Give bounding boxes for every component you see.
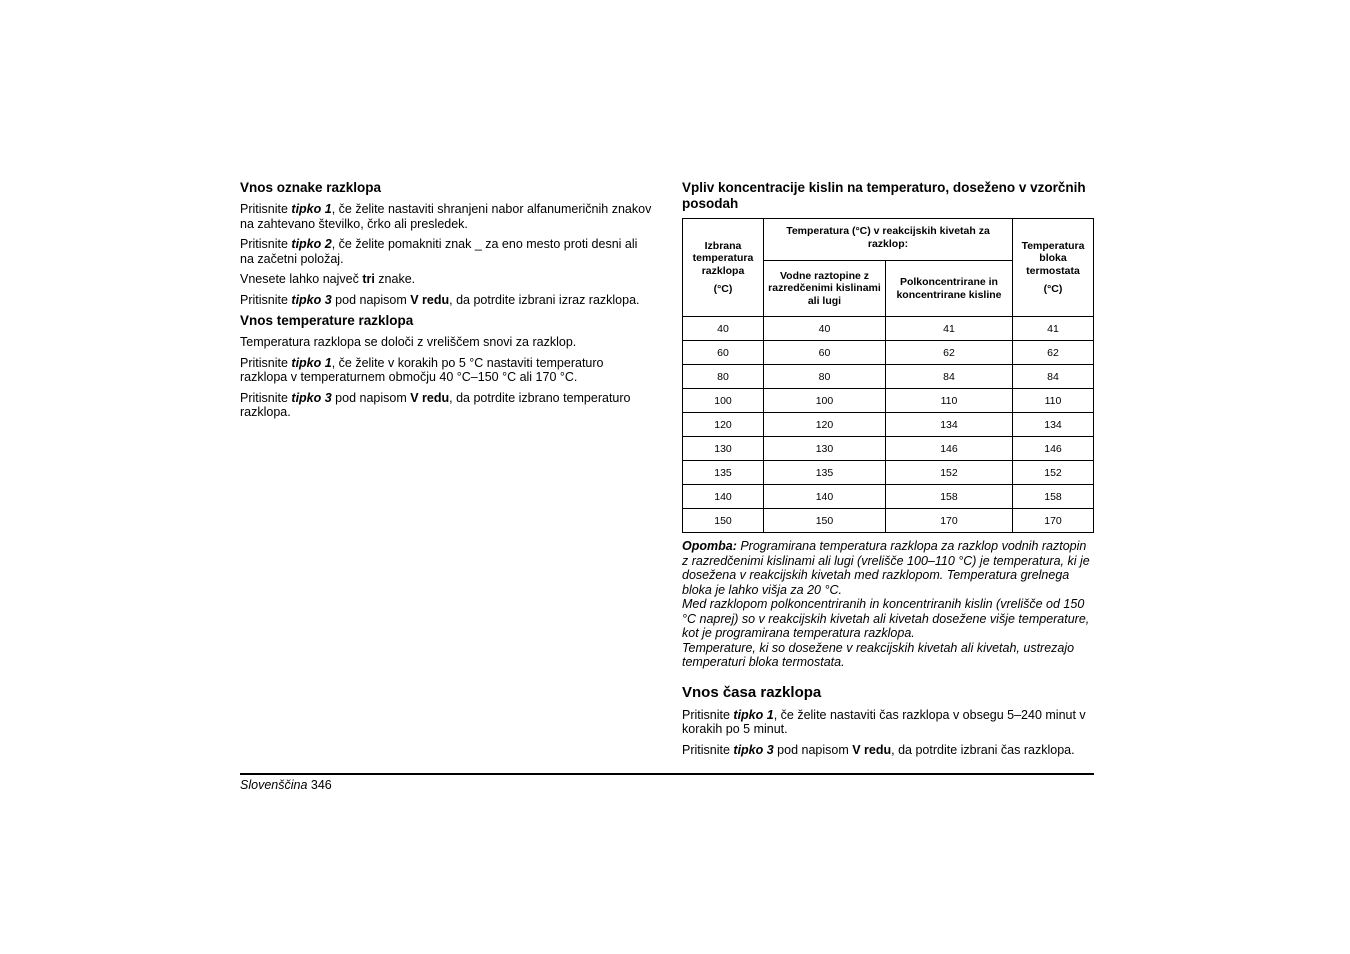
- table-row: [683, 317, 1094, 341]
- table-cell: 152: [885, 461, 1012, 485]
- table-row: [683, 485, 1094, 509]
- footer-rule: [240, 773, 1094, 775]
- text: , če želite pomakniti znak _ za eno mesto proti desni ali na začetni položaj.: [240, 237, 638, 266]
- table-cell: 130: [764, 437, 886, 461]
- note-paragraph: [682, 539, 1094, 597]
- header-selected-temperature: [683, 219, 764, 317]
- table-cell: 80: [683, 365, 764, 389]
- table-cell: 40: [764, 317, 886, 341]
- table-cell: 152: [1013, 461, 1094, 485]
- table-cell: 120: [683, 413, 764, 437]
- table-cell: 170: [885, 509, 1012, 533]
- key-name: tipko 3: [733, 742, 774, 757]
- table-cell: 134: [1013, 413, 1094, 437]
- page-number: 346: [307, 778, 332, 792]
- text: , če želite nastaviti čas razklopa v obsegu 5–240 minut v korakih po 5 minut.: [682, 707, 1086, 736]
- header-aqueous-solutions: Vodne raztopine z razredčenimi kislinami ali lugi: [764, 261, 886, 317]
- text: , če želite nastaviti shranjeni nabor alfanumeričnih znakov na zahtevano številko, črko ali presledek.: [240, 202, 652, 231]
- table-title: Vpliv koncentracije kislin na temperaturo, doseženo v vzorčnih posodah: [682, 180, 1086, 211]
- paragraph: [240, 272, 652, 287]
- table-row: [683, 341, 1094, 365]
- table-cell: 158: [885, 485, 1012, 509]
- ok-label: V redu: [410, 292, 450, 307]
- text: Pritisnite: [240, 390, 292, 405]
- paragraph: [240, 202, 652, 231]
- text: Pritisnite: [240, 202, 292, 216]
- text: Pritisnite: [682, 742, 734, 757]
- key-name: tipko 2: [291, 237, 332, 251]
- temperature-table: [682, 218, 1094, 533]
- left-column: [240, 180, 652, 426]
- header-text: Izbrana temperatura razklopa: [692, 239, 754, 277]
- right-column: [682, 180, 1094, 763]
- footer: [240, 778, 332, 792]
- text: Vnesete lahko največ: [240, 272, 363, 286]
- text: Pritisnite: [240, 355, 292, 370]
- paragraph: Temperatura razklopa se določi z vreliščem snovi za razklop.: [240, 335, 577, 349]
- paragraph: [240, 356, 652, 385]
- table-cell: 135: [764, 461, 886, 485]
- paragraph: [682, 743, 1094, 758]
- header-unit: (°C): [713, 283, 733, 295]
- text: , da potrdite izbrani izraz razklopa.: [449, 292, 640, 307]
- table-row: [683, 461, 1094, 485]
- table-cell: 150: [764, 509, 886, 533]
- table-cell: 62: [885, 341, 1012, 365]
- table-cell: 146: [1013, 437, 1094, 461]
- header-group-cuvette-temperature: Temperatura (°C) v reakcijskih kivetah za razklop:: [764, 219, 1013, 261]
- header-thermostat-block: [1013, 219, 1094, 317]
- text: , da potrdite izbrani čas razklopa.: [891, 742, 1075, 757]
- table-cell: 100: [683, 389, 764, 413]
- table-cell: 140: [683, 485, 764, 509]
- table-cell: 62: [1013, 341, 1094, 365]
- text: Pritisnite: [682, 707, 734, 722]
- table-row: [683, 365, 1094, 389]
- table-cell: 134: [885, 413, 1012, 437]
- table-cell: 110: [885, 389, 1012, 413]
- key-name: tipko 1: [291, 355, 332, 370]
- table-cell: 140: [764, 485, 886, 509]
- text: znake.: [374, 272, 416, 286]
- heading-time-entry: Vnos časa razklopa: [682, 683, 822, 701]
- table-row: [683, 413, 1094, 437]
- text: pod napisom: [331, 292, 411, 307]
- table-cell: 110: [1013, 389, 1094, 413]
- text: , če želite v korakih po 5 °C nastaviti temperaturo razklopa v temperaturnem območju 40 °C–150 °C ali 170 °C.: [240, 355, 604, 384]
- table-cell: 150: [683, 509, 764, 533]
- header-text: Temperatura bloka termostata: [1021, 239, 1085, 277]
- table-body: [683, 317, 1094, 533]
- table-row: [683, 509, 1094, 533]
- text: pod napisom: [773, 742, 853, 757]
- key-name: tipko 3: [291, 390, 332, 405]
- table-row: [683, 389, 1094, 413]
- ok-label: V redu: [852, 742, 892, 757]
- heading-label-entry: Vnos oznake razklopa: [240, 180, 382, 195]
- table-cell: 41: [1013, 317, 1094, 341]
- table-cell: 41: [885, 317, 1012, 341]
- text: Pritisnite: [240, 292, 292, 307]
- table-cell: 40: [683, 317, 764, 341]
- note-label: Opomba:: [682, 539, 737, 553]
- table-row: [683, 437, 1094, 461]
- text: Pritisnite: [240, 237, 292, 251]
- heading-temperature-entry: Vnos temperature razklopa: [240, 313, 414, 328]
- table-cell: 60: [764, 341, 886, 365]
- note-text: Programirana temperatura razklopa za razklop vodnih raztopin z razredčenimi kislinami ali lugi (vrelišče 100–110 °C) je temperatura, ki je dosežena v reakcijskih kivetah med razklopom. Temperatura grelnega bloka je lahko višja za 20 °C.: [682, 539, 1090, 597]
- note-paragraph: Temperature, ki so dosežene v reakcijskih kivetah ali kivetah, ustrezajo temperaturi bloka termostata.: [682, 640, 1075, 669]
- paragraph: [240, 391, 652, 420]
- header-concentrated-acids: Polkoncentrirane in koncentrirane kisline: [885, 261, 1012, 317]
- table-cell: 80: [764, 365, 886, 389]
- table-cell: 100: [764, 389, 886, 413]
- table-cell: 84: [1013, 365, 1094, 389]
- paragraph: [240, 293, 652, 308]
- paragraph: [682, 708, 1094, 737]
- table-cell: 130: [683, 437, 764, 461]
- ok-label: V redu: [410, 390, 450, 405]
- table-cell: 120: [764, 413, 886, 437]
- key-name: tipko 3: [291, 292, 332, 307]
- key-name: tipko 1: [291, 202, 332, 216]
- table-cell: 84: [885, 365, 1012, 389]
- header-unit: (°C): [1043, 283, 1063, 295]
- paragraph: [240, 237, 652, 266]
- table-cell: 158: [1013, 485, 1094, 509]
- table-cell: 146: [885, 437, 1012, 461]
- key-name: tipko 1: [733, 707, 774, 722]
- table-cell: 135: [683, 461, 764, 485]
- text: pod napisom: [331, 390, 411, 405]
- footer-language: Slovenščina: [240, 778, 308, 792]
- table-cell: 60: [683, 341, 764, 365]
- text: , da potrdite izbrano temperaturo razklopa.: [240, 390, 631, 419]
- note: [682, 539, 1094, 670]
- emphasis: tri: [362, 272, 375, 286]
- note-paragraph: Med razklopom polkoncentriranih in koncentriranih kislin (vrelišče od 150 °C naprej) so v reakcijskih kivetah ali kivetah dosežene višje temperature, kot je programirana temperatura razklopa.: [682, 597, 1090, 640]
- table-cell: 170: [1013, 509, 1094, 533]
